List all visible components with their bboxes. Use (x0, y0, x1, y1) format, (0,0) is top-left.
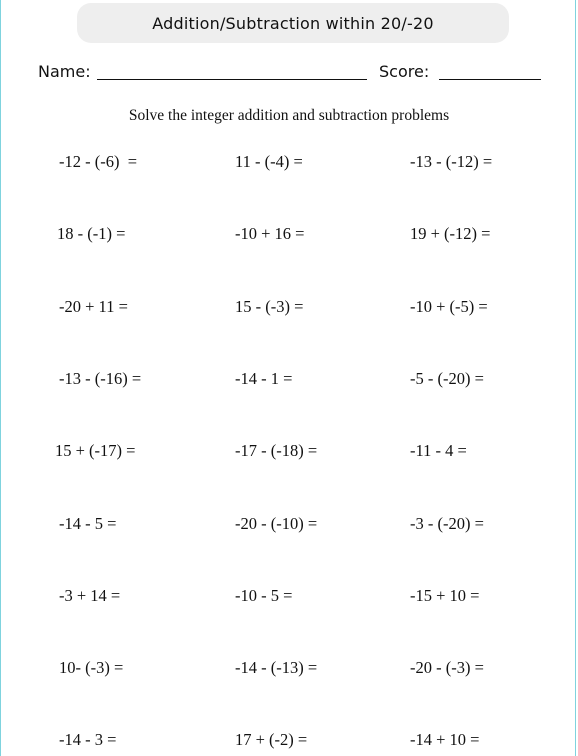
problem-r3-c2: 15 - (-3) = (235, 297, 304, 316)
problem-r1-c3: -13 - (-12) = (410, 152, 493, 171)
score-label: Score: (379, 62, 430, 81)
problem-r4-c1: -13 - (-16) = (59, 369, 142, 388)
title-banner (77, 3, 509, 43)
problem-r3-c3: -10 + (-5) = (410, 297, 488, 316)
problem-r5-c1: 15 + (-17) = (55, 441, 136, 460)
problem-r8-c2: -14 - (-13) = (235, 658, 318, 677)
problem-r8-c3: -20 - (-3) = (410, 658, 484, 677)
problem-r9-c3: -14 + 10 = (410, 730, 480, 749)
problem-r7-c1: -3 + 14 = (59, 586, 121, 605)
problem-r4-c2: -14 - 1 = (235, 369, 293, 388)
problem-r1-c1: -12 - (-6) = (59, 152, 138, 171)
problem-r5-c3: -11 - 4 = (410, 441, 467, 460)
problem-r3-c1: -20 + 11 = (59, 297, 128, 316)
score-field[interactable] (439, 79, 541, 80)
name-label: Name: (38, 62, 91, 81)
problem-r9-c2: 17 + (-2) = (235, 730, 308, 749)
problem-r8-c1: 10- (-3) = (59, 658, 124, 677)
name-field[interactable] (97, 79, 367, 80)
problem-r2-c3: 19 + (-12) = (410, 224, 491, 243)
problem-r5-c2: -17 - (-18) = (235, 441, 318, 460)
problem-r4-c3: -5 - (-20) = (410, 369, 484, 388)
problem-r2-c1: 18 - (-1) = (57, 224, 126, 243)
problem-r7-c2: -10 - 5 = (235, 586, 293, 605)
problem-r9-c1: -14 - 3 = (59, 730, 117, 749)
problem-r6-c1: -14 - 5 = (59, 514, 117, 533)
problem-r1-c2: 11 - (-4) = (235, 152, 303, 171)
problem-r6-c2: -20 - (-10) = (235, 514, 318, 533)
instructions: Solve the integer addition and subtraction problems (128, 107, 450, 124)
problem-r6-c3: -3 - (-20) = (410, 514, 484, 533)
worksheet-title: Addition/Subtraction within 20/-20 (152, 13, 434, 33)
problem-r7-c3: -15 + 10 = (410, 586, 480, 605)
problem-r2-c2: -10 + 16 = (235, 224, 305, 243)
